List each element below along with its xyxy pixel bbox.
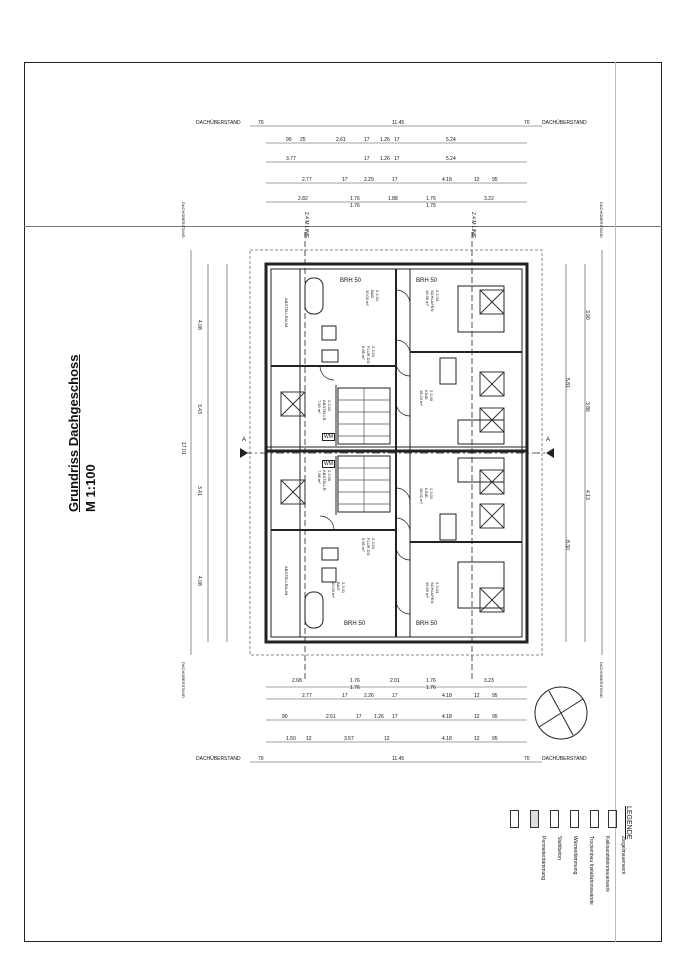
room-label	[425, 290, 440, 311]
dim: 12	[384, 736, 390, 742]
room-label	[425, 582, 440, 603]
dim: 3.86	[584, 402, 590, 412]
dim: 2.77	[302, 177, 312, 183]
dim: 1.76	[350, 685, 360, 691]
legend-label: Wärmedämmung	[572, 836, 578, 875]
dim: 17	[392, 693, 398, 699]
dim-bottom-row4	[266, 736, 527, 746]
overhang-label: DACHÜBERSTAND	[196, 120, 241, 126]
overhang-label: DACHÜBERSTAND	[196, 756, 241, 762]
dim: 17	[394, 156, 400, 162]
dim-right-label: DACHÜBERSTAND	[599, 662, 604, 698]
dim: 4.18	[442, 714, 452, 720]
section-label: A	[546, 437, 551, 443]
sink	[322, 548, 338, 560]
legend-title: LEGENDE	[625, 806, 632, 840]
dim: 1.76	[426, 203, 436, 209]
abstellraum-label: ABSTELLRAUM	[284, 566, 289, 596]
dim: 2.01	[390, 678, 400, 684]
brh-label: BRH 50	[416, 621, 438, 627]
dim: 95	[492, 177, 498, 183]
dim-left-label: DACHÜBERSTAND	[181, 202, 186, 238]
brh-label: BRH 50	[340, 278, 362, 284]
room-area: 18.01 m²	[419, 488, 424, 504]
scale-text: M 1:100	[83, 464, 98, 512]
room-area: 15.50 m²	[425, 582, 430, 598]
dim: 17	[364, 156, 370, 162]
dim: 1.50	[286, 736, 296, 742]
overhang-total: 11.45	[392, 120, 405, 126]
section-arrow	[546, 448, 554, 458]
dim: 1.76	[426, 685, 436, 691]
dim: 5.81	[564, 378, 570, 388]
dim: 5.24	[446, 137, 456, 143]
dim: 2.61	[326, 714, 336, 720]
bathtub	[305, 278, 323, 314]
dim: 3.57	[344, 736, 354, 742]
room-name: BAD	[370, 290, 375, 299]
legend-swatch	[530, 810, 539, 828]
dim: 4.08	[196, 576, 202, 586]
dim: 17	[394, 137, 400, 143]
room-name: ABSTELLR.	[322, 470, 327, 492]
room-label	[361, 346, 376, 364]
brh-label: BRH 50	[416, 278, 438, 284]
dim: 1.26	[374, 714, 384, 720]
room-id: 2.3.05	[327, 470, 332, 482]
room-area: 10.00 m²	[365, 290, 370, 306]
room-area: 5.95 m²	[361, 538, 366, 552]
desk	[440, 514, 456, 540]
overhang-left: 70	[258, 756, 264, 762]
dim: 1.76	[426, 196, 436, 202]
north-arrow-icon	[531, 683, 591, 743]
dim-top-row3	[266, 177, 527, 187]
desk	[440, 358, 456, 384]
room-label	[317, 470, 332, 492]
dim-top-row4	[266, 196, 527, 212]
legend-label: Ziegelmauerwerk	[620, 836, 626, 875]
wm-label: WM	[324, 434, 333, 440]
dim: 12	[306, 736, 312, 742]
dim: 1.76	[350, 203, 360, 209]
room-label	[419, 390, 434, 406]
room-label	[365, 290, 380, 306]
dim: 3.22	[484, 196, 494, 202]
dim: 1.88	[388, 196, 398, 202]
dim-bottom-row2	[266, 693, 527, 703]
dim: 5.24	[446, 156, 456, 162]
dim-top-overhang	[196, 120, 587, 132]
dim: 2.68	[292, 678, 302, 684]
room-label	[317, 400, 332, 422]
line-label: 2.4 M LINIE	[470, 212, 476, 239]
dim: 1.26	[380, 156, 390, 162]
dim: 4.18	[442, 693, 452, 699]
dim: 17	[392, 714, 398, 720]
legend-swatch	[550, 810, 559, 828]
dim: 4.18	[442, 736, 452, 742]
overhang-label-right: DACHÜBERSTAND	[542, 120, 587, 126]
legend-label: Kalksandsteinmauerwerk	[604, 836, 610, 892]
section-arrow	[240, 448, 248, 458]
overhang-label-right: DACHÜBERSTAND	[542, 756, 587, 762]
dim: 17.01	[180, 442, 186, 455]
dim: 17	[356, 714, 362, 720]
room-id: 2.2.04	[435, 290, 440, 302]
dim: 3.41	[196, 486, 202, 496]
line-label: 2.4 M LINIE	[303, 212, 309, 239]
stair-steps	[338, 388, 390, 444]
dim: 12	[474, 693, 480, 699]
abstellraum-label: ABSTELLRAUM	[284, 298, 289, 328]
room-name: FLUR DG	[366, 346, 371, 364]
dim-left-label: DACHÜBERSTAND	[181, 662, 186, 698]
room-label	[331, 582, 346, 598]
dim: 17	[392, 177, 398, 183]
room-id: 2.3.03	[371, 538, 376, 550]
bathtub	[305, 592, 323, 628]
dim: 8.30	[564, 540, 570, 550]
dim-top-row1	[266, 137, 527, 147]
overhang-left: 70	[258, 120, 264, 126]
room-area: 7.86 m²	[317, 470, 322, 484]
dim: 2.82	[298, 196, 308, 202]
dim: 4.13	[584, 490, 590, 500]
room-name: SCHLAFEN	[430, 290, 435, 312]
legend-label: Stahlbeton	[556, 836, 562, 860]
legend-label: Trockenbau Installationswände	[588, 836, 594, 905]
toilet	[322, 326, 336, 340]
room-area: 18.22 m²	[419, 390, 424, 406]
dim: 17	[342, 693, 348, 699]
overhang-right: 70	[524, 756, 530, 762]
wm-label: WM	[324, 461, 333, 467]
bed	[458, 562, 504, 608]
dim: 1.76	[350, 678, 360, 684]
dim: 3.90	[584, 310, 590, 320]
dim: 3.23	[484, 678, 494, 684]
dim: 90	[282, 714, 288, 720]
legend-swatch	[590, 810, 599, 828]
dim: 2.61	[336, 137, 346, 143]
brh-label: BRH 50	[344, 621, 366, 627]
room-name: FLUR DG	[366, 538, 371, 556]
dim: 17	[364, 137, 370, 143]
overhang-right: 70	[524, 120, 530, 126]
dim: 95	[492, 714, 498, 720]
section-label: A	[242, 437, 247, 443]
dim: 2.77	[302, 693, 312, 699]
toilet	[322, 568, 336, 582]
overhang-total: 11.45	[392, 756, 405, 762]
dim-right-label: DACHÜBERSTAND	[599, 202, 604, 238]
title-text: Grundriss Dachgeschoss	[66, 354, 81, 512]
room-id: 2.3.01	[341, 582, 346, 594]
room-area: 5.86 m²	[361, 346, 366, 360]
room-label	[361, 538, 376, 556]
dim: 95	[492, 693, 498, 699]
dim: 25	[300, 137, 306, 143]
bed	[458, 286, 504, 332]
dim: 2.26	[364, 693, 374, 699]
dim: 17	[342, 177, 348, 183]
dim: 12	[474, 736, 480, 742]
stair-steps	[338, 456, 390, 512]
room-id: 2.2.01	[375, 290, 380, 302]
dim-bottom-row1	[266, 678, 527, 694]
room-area: 10.00 m²	[331, 582, 336, 598]
room-area: 7.83 m²	[317, 400, 322, 414]
legend-swatch	[608, 810, 617, 828]
dim: 4.08	[196, 320, 202, 330]
room-name: KIND	[424, 390, 429, 400]
dim-bottom-overhang	[196, 756, 587, 768]
dim: 1.76	[426, 678, 436, 684]
legend-label: Perimeterdämmung	[540, 836, 546, 880]
room-id: 2.2.03	[371, 346, 376, 358]
dim-top-row2	[266, 156, 527, 166]
dim: 3.43	[196, 404, 202, 414]
room-id: 2.3.02	[429, 488, 434, 500]
dim: 12	[474, 177, 480, 183]
room-name: ABSTELLR.	[322, 400, 327, 422]
room-name: BAD	[336, 582, 341, 591]
dim: 1.76	[350, 196, 360, 202]
legend	[506, 806, 646, 928]
dim: 3.77	[286, 156, 296, 162]
room-id: 2.2.02	[327, 400, 332, 412]
legend-swatch	[510, 810, 519, 828]
room-label	[419, 488, 434, 504]
room-area: 15.38 m²	[425, 290, 430, 306]
dim: 1.26	[380, 137, 390, 143]
room-id: 2.3.04	[435, 582, 440, 594]
room-id: 2.2.05	[429, 390, 434, 402]
room-name: KIND	[424, 488, 429, 498]
dim: 90	[286, 137, 292, 143]
dim: 95	[492, 736, 498, 742]
dim-bottom-row3	[266, 714, 527, 724]
room-name: SCHLAFEN	[430, 582, 435, 604]
dim: 2.29	[364, 177, 374, 183]
sink	[322, 350, 338, 362]
legend-swatch	[570, 810, 579, 828]
dim: 4.18	[442, 177, 452, 183]
dim: 12	[474, 714, 480, 720]
